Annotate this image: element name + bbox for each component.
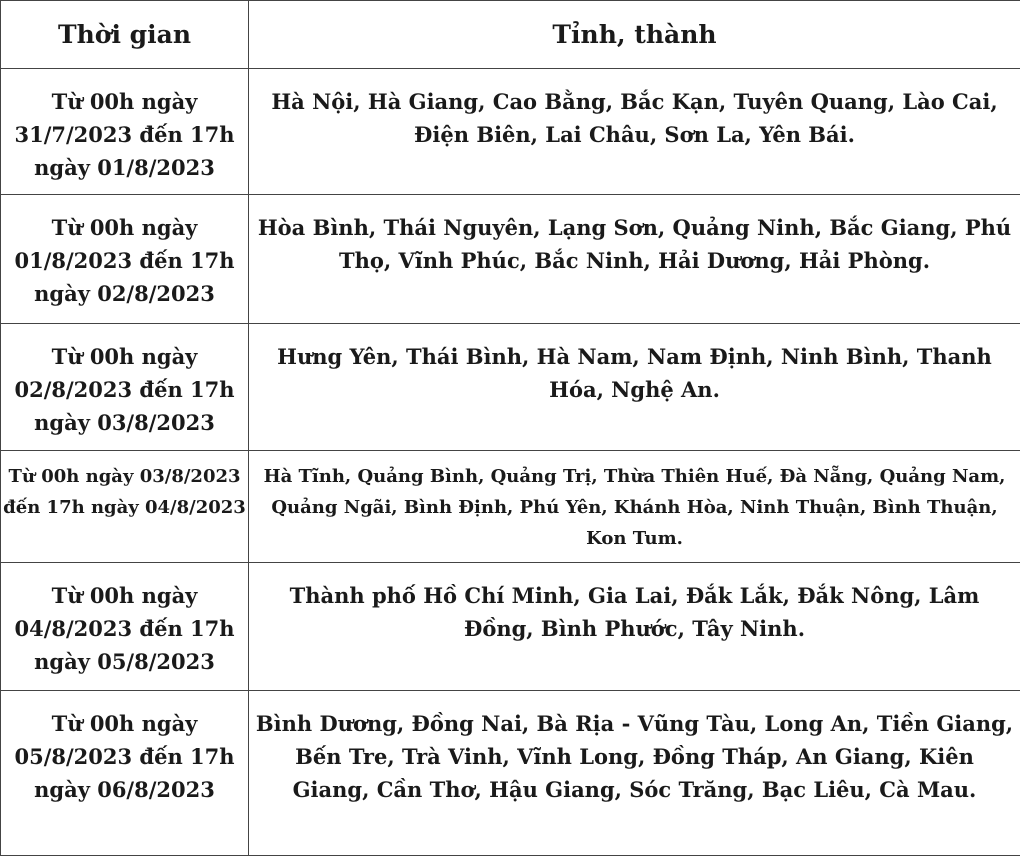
time-cell: Từ 00h ngày 04/8/2023 đến 17h ngày 05/8/2023 bbox=[1, 563, 249, 691]
header-time: Thời gian bbox=[1, 1, 249, 69]
provinces-cell: Hòa Bình, Thái Nguyên, Lạng Sơn, Quảng Ninh, Bắc Giang, Phú Thọ, Vĩnh Phúc, Bắc Ninh, Hải Dương, Hải Phòng. bbox=[249, 195, 1020, 324]
table-row bbox=[1, 451, 1020, 563]
time-cell: Từ 00h ngày 02/8/2023 đến 17h ngày 03/8/2023 bbox=[1, 324, 249, 451]
time-cell: Từ 00h ngày 01/8/2023 đến 17h ngày 02/8/2023 bbox=[1, 195, 249, 324]
table-row bbox=[1, 69, 1020, 195]
provinces-cell: Bình Dương, Đồng Nai, Bà Rịa - Vũng Tàu, Long An, Tiền Giang, Bến Tre, Trà Vinh, Vĩnh Long, Đồng Tháp, An Giang, Kiên Giang, Cần Thơ, Hậu Giang, Sóc Trăng, Bạc Liêu, Cà Mau. bbox=[249, 691, 1020, 856]
time-cell: Từ 00h ngày 31/7/2023 đến 17h ngày 01/8/2023 bbox=[1, 69, 249, 195]
table-row bbox=[1, 324, 1020, 451]
provinces-cell: Hà Tĩnh, Quảng Bình, Quảng Trị, Thừa Thiên Huế, Đà Nẵng, Quảng Nam, Quảng Ngãi, Bình Định, Phú Yên, Khánh Hòa, Ninh Thuận, Bình Thuận, Kon Tum. bbox=[249, 451, 1020, 563]
table-row bbox=[1, 563, 1020, 691]
provinces-cell: Thành phố Hồ Chí Minh, Gia Lai, Đắk Lắk, Đắk Nông, Lâm Đồng, Bình Phước, Tây Ninh. bbox=[249, 563, 1020, 691]
table-row bbox=[1, 691, 1020, 856]
provinces-cell: Hà Nội, Hà Giang, Cao Bằng, Bắc Kạn, Tuyên Quang, Lào Cai, Điện Biên, Lai Châu, Sơn La, Yên Bái. bbox=[249, 69, 1020, 195]
provinces-cell: Hưng Yên, Thái Bình, Hà Nam, Nam Định, Ninh Bình, Thanh Hóa, Nghệ An. bbox=[249, 324, 1020, 451]
header-provinces: Tỉnh, thành bbox=[249, 1, 1020, 69]
table-header-row bbox=[1, 1, 1020, 69]
time-cell: Từ 00h ngày 03/8/2023 đến 17h ngày 04/8/2023 bbox=[1, 451, 249, 563]
time-cell: Từ 00h ngày 05/8/2023 đến 17h ngày 06/8/2023 bbox=[1, 691, 249, 856]
table-row bbox=[1, 195, 1020, 324]
